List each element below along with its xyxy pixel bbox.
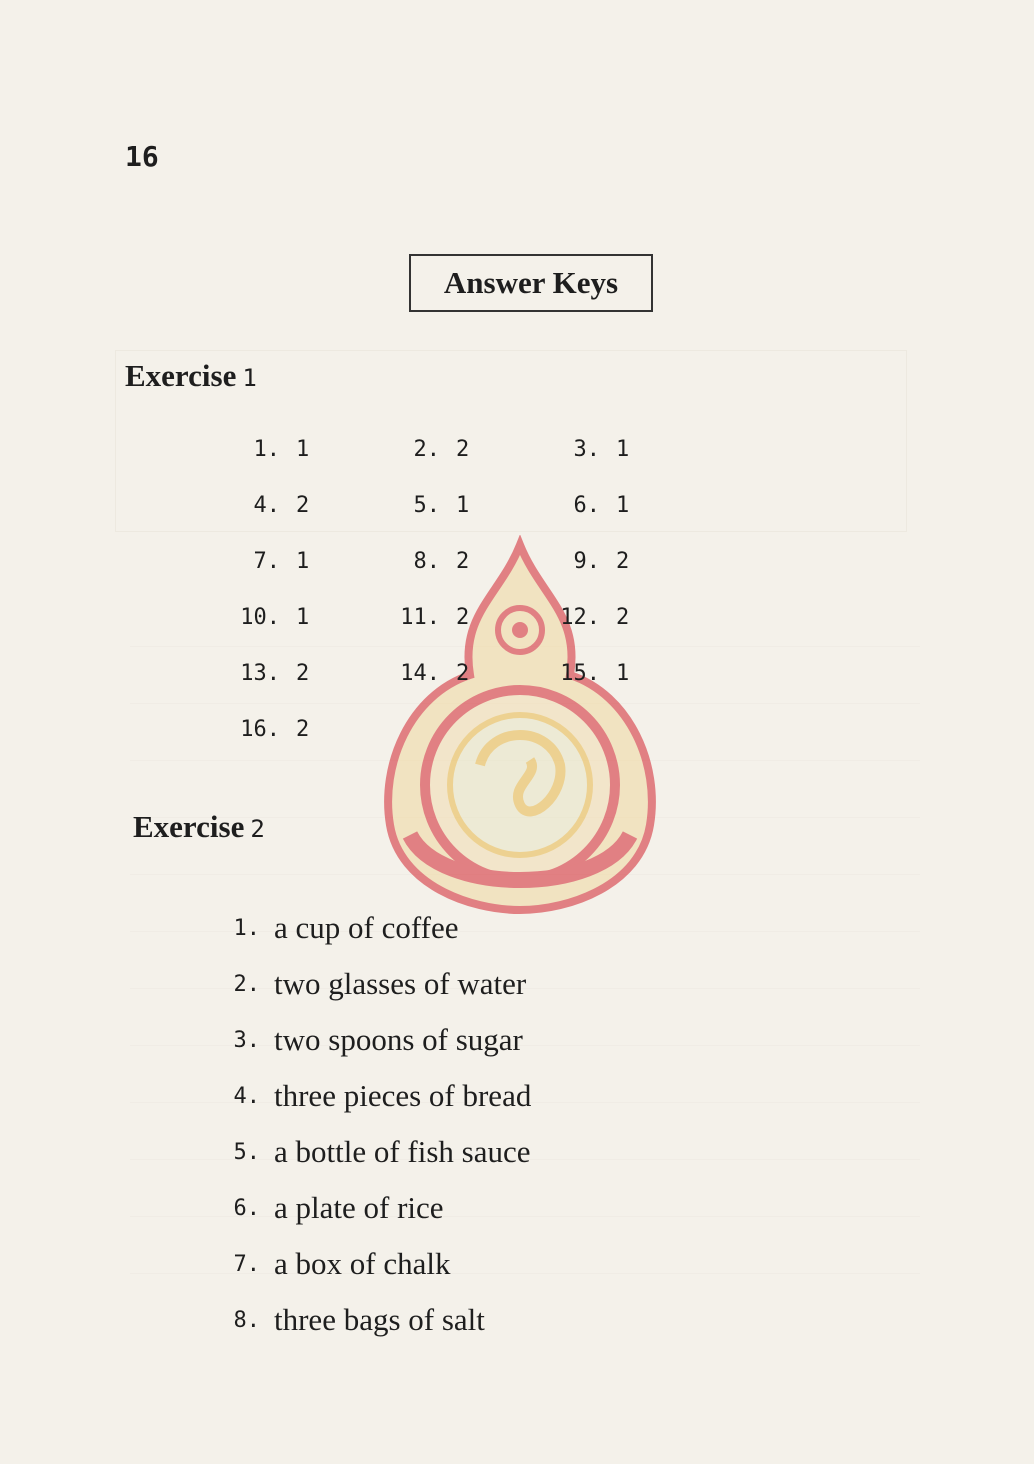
answer-number: 9. (573, 549, 600, 574)
answer-value: 1 (296, 437, 310, 462)
exercise-2-heading-label: Exercise (133, 809, 245, 844)
answer-number: 7. (253, 549, 280, 574)
answer-number: 5. (413, 493, 440, 518)
item-number: 8. (233, 1307, 260, 1333)
answer-item (535, 437, 695, 493)
item-text: a plate of rice (274, 1190, 444, 1225)
answer-item (215, 437, 375, 493)
answer-item (375, 605, 535, 661)
list-item (215, 1180, 531, 1236)
answer-value: 2 (296, 717, 310, 742)
answer-item (375, 437, 535, 493)
answer-value: 2 (456, 661, 470, 686)
answer-value: 2 (296, 661, 310, 686)
answer-value: 2 (456, 605, 470, 630)
answer-item (375, 493, 535, 549)
list-item (215, 1012, 531, 1068)
exercise-1-heading (125, 358, 257, 394)
title-box (409, 254, 653, 312)
item-text: a box of chalk (274, 1246, 451, 1281)
answer-item (215, 717, 375, 773)
answer-number: 14. (400, 661, 440, 686)
answer-number: 12. (560, 605, 600, 630)
item-number: 3. (233, 1027, 260, 1053)
answer-number: 4. (253, 493, 280, 518)
answer-value: 1 (616, 493, 630, 518)
exercise-1-answers (215, 437, 655, 773)
answer-item (215, 493, 375, 549)
answer-item (375, 661, 535, 717)
answer-item (535, 493, 695, 549)
answer-item (535, 661, 695, 717)
answer-item (375, 549, 535, 605)
answer-number: 11. (400, 605, 440, 630)
answer-value: 2 (616, 605, 630, 630)
list-item (215, 1124, 531, 1180)
answer-number: 13. (240, 661, 280, 686)
item-number: 6. (233, 1195, 260, 1221)
answer-item (215, 549, 375, 605)
item-text: two glasses of water (274, 966, 527, 1001)
answer-value: 2 (296, 493, 310, 518)
item-number: 2. (233, 971, 260, 997)
answer-item (215, 661, 375, 717)
answer-value: 1 (296, 605, 310, 630)
answer-number: 3. (573, 437, 600, 462)
answer-item (535, 549, 695, 605)
answer-number: 6. (573, 493, 600, 518)
item-text: two spoons of sugar (274, 1022, 523, 1057)
item-text: three bags of salt (274, 1302, 485, 1337)
exercise-2-answers (215, 900, 531, 1348)
item-number: 1. (233, 915, 260, 941)
list-item (215, 1292, 531, 1348)
answer-number: 16. (240, 717, 280, 742)
answer-item (215, 605, 375, 661)
page-number: 16 (125, 140, 159, 173)
answer-value: 1 (616, 437, 630, 462)
answer-value: 2 (616, 549, 630, 574)
list-item (215, 1068, 531, 1124)
item-number: 5. (233, 1139, 260, 1165)
answer-value: 1 (616, 661, 630, 686)
answer-value: 2 (456, 437, 470, 462)
answer-value: 1 (456, 493, 470, 518)
item-number: 7. (233, 1251, 260, 1277)
list-item (215, 956, 531, 1012)
answer-number: 2. (413, 437, 440, 462)
answer-item (535, 605, 695, 661)
list-item (215, 900, 531, 956)
answer-value: 2 (456, 549, 470, 574)
answer-number: 10. (240, 605, 280, 630)
exercise-2-heading (133, 809, 265, 845)
answer-number: 1. (253, 437, 280, 462)
answer-value: 1 (296, 549, 310, 574)
page-title: Answer Keys (443, 265, 619, 300)
item-text: three pieces of bread (274, 1078, 532, 1113)
item-number: 4. (233, 1083, 260, 1109)
exercise-1-heading-number: 1 (242, 364, 257, 392)
answer-number: 15. (560, 661, 600, 686)
item-text: a cup of coffee (274, 910, 459, 945)
exercise-2-heading-number: 2 (250, 815, 265, 843)
list-item (215, 1236, 531, 1292)
exercise-1-heading-label: Exercise (125, 358, 237, 393)
item-text: a bottle of fish sauce (274, 1134, 531, 1169)
answer-number: 8. (413, 549, 440, 574)
